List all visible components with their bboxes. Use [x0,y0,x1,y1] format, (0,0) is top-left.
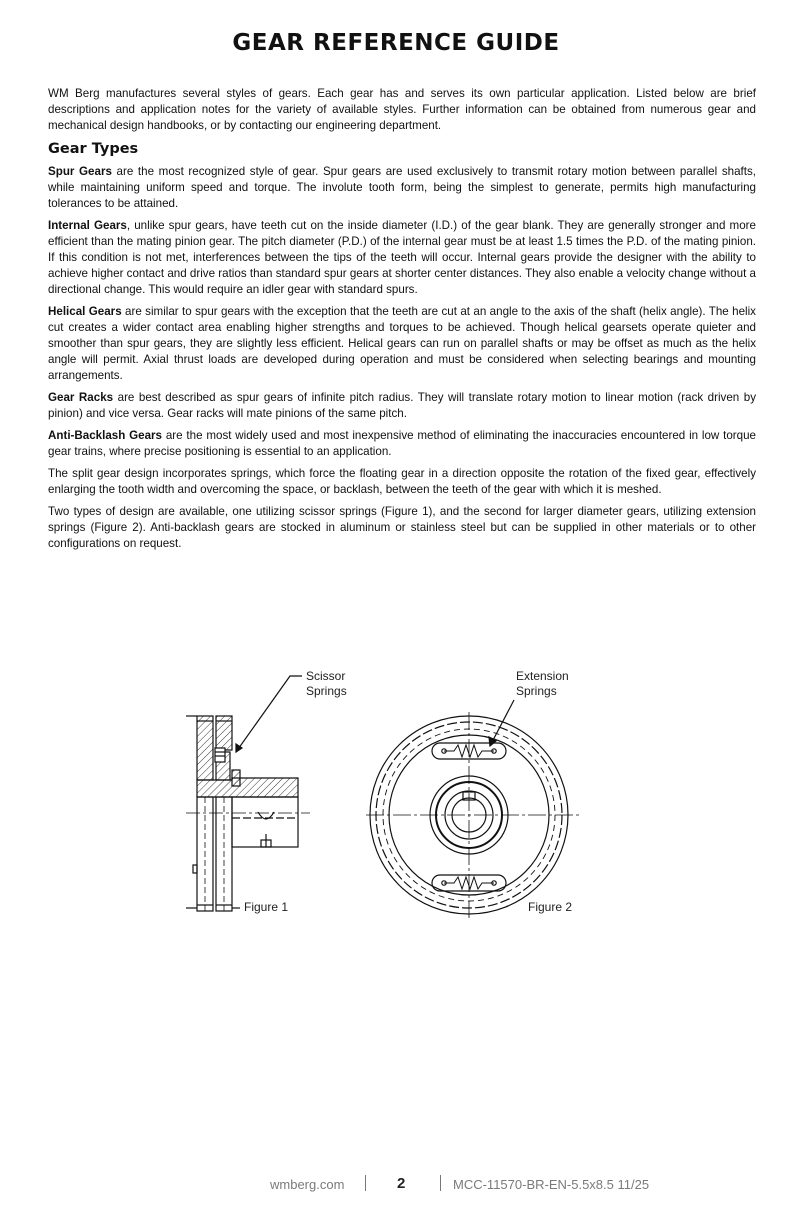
page-title: GEAR REFERENCE GUIDE [232,30,560,56]
footer-divider [440,1175,441,1191]
gear-type-term: Internal Gears [48,219,127,232]
gear-type-term: Helical Gears [48,305,122,318]
gear-type-description: are the most recognized style of gear. Spur gears are used exclusively to transmit rotary motion between parallel shafts, while maintaining uniform speed and torque. The involute tooth form, being the simplest to generate, permits high manufacturing tolerances to be attained. [48,165,756,210]
extension-springs-callout: Extension Springs [516,669,569,698]
page-number: 2 [397,1175,406,1192]
gear-type-description: are the most widely used and most inexpensive method of eliminating the inaccuracies encountered in low torque gear trains, where precise positioning is essential to an application. [48,429,756,458]
gear-type-description: are similar to spur gears with the exception that the teeth are cut at an angle to the axis of the shaft (helix angle). The helix cut creates a wider contact area enabling higher strengths and torques to be achieved. Though helical gearsets operate quieter and smoother than spur gears, they are slightly less efficient. Helical gears can run on parallel shafts or may be offset as much as the helix angle will permit. Axial thrust loads are developed during operation and must be considered when selecting bearings and mounting arrangements. [48,305,756,382]
intro-paragraph: WM Berg manufactures several styles of gears. Each gear has and serves its own particular application. Listed below are brief descriptions and application notes for the variety of available styles. Further information can be obtained from numerous gear and mechanical design handbooks, or by contacting our engineering department. [48,87,756,132]
gear-type-term: Anti-Backlash Gears [48,429,163,442]
figure-2-drawing [366,700,580,918]
scissor-springs-callout: Scissor Springs [306,669,347,698]
figure-1-drawing [186,676,310,911]
gear-type-term: Spur Gears [48,165,112,178]
gear-type-description: are best described as spur gears of infinite pitch radius. They will translate rotary motion to linear motion (rack driven by pinion) and vice versa. Gear racks will mate pinions of the same pitch. [48,391,757,420]
footer-divider [365,1175,366,1191]
figure-1-caption: Figure 1 [244,900,289,914]
gear-type-description: , unlike spur gears, have teeth cut on the inside diameter (I.D.) of the gear blank. They are generally stronger and more efficient than the mating pinion gear. The pitch diameter (P.D.) of the internal gear must be at least 1.5 times the P.D. of the mating pinion. If this condition is not met, interferences between the tips of the teeth will occur. Internal gears provide the designer with the ability to achieve higher contact and drive ratios than standard spur gears at shorter center distances. They also enable a velocity change without a directional change. This would require an idler gear with standard spurs. [48,219,756,296]
figure-2-caption: Figure 2 [528,900,573,914]
section-heading: Gear Types [48,141,139,157]
page-footer [0,1175,792,1195]
gear-type-description: The split gear design incorporates springs, which force the floating gear in a direction opposite the rotation of the fixed gear, effectively enlarging the tooth width and overcoming the space, or backlash, between the teeth of the gear with which it is meshed. [48,467,756,496]
document-code: MCC-11570-BR-EN-5.5x8.5 11/25 [453,1177,650,1192]
footer-website[interactable]: wmberg.com [270,1177,345,1192]
gear-type-description: Two types of design are available, one utilizing scissor springs (Figure 1), and the second for larger diameter gears, utilizing extension springs (Figure 2). Anti-backlash gears are stocked in aluminum or stainless steel but can be supplied in other materials or to other configurations on request. [48,505,756,550]
gear-type-term: Gear Racks [48,391,114,404]
